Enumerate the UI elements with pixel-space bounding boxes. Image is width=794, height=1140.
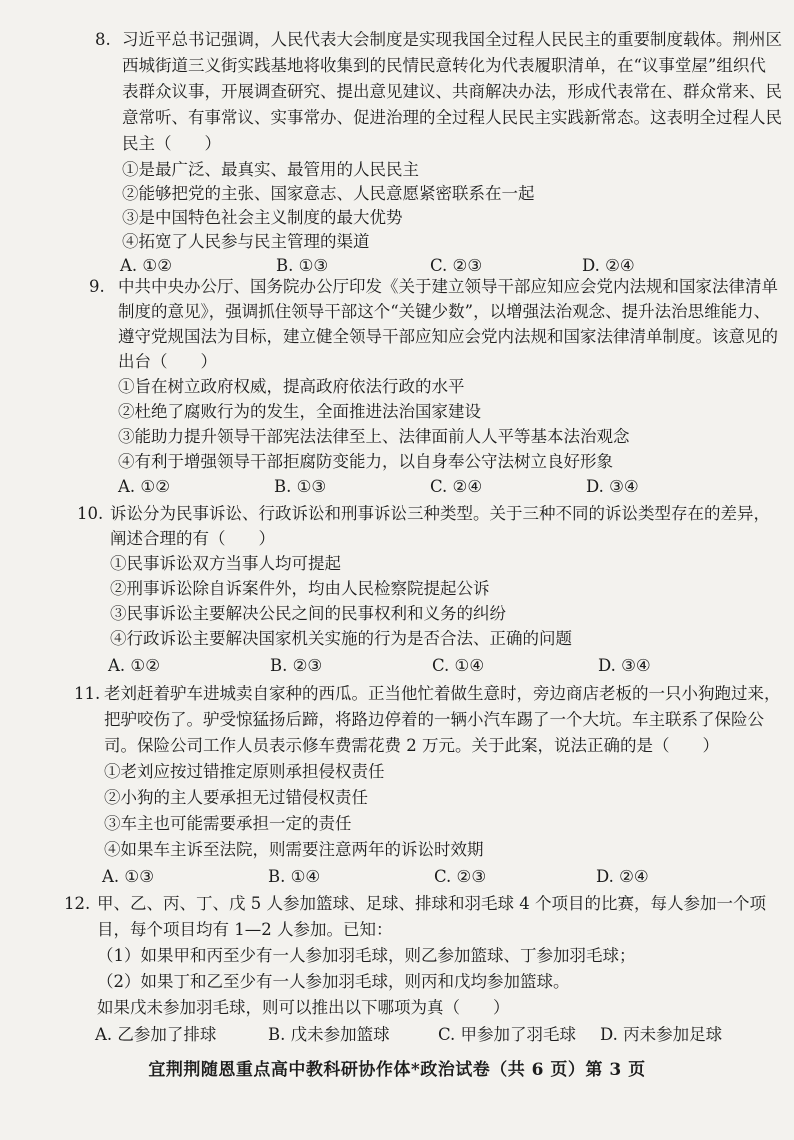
stem-line: 意常听、有事常议、实事常办、促进治理的全过程人民民主实践新常态。这表明全过程人民: [122, 108, 782, 127]
question-number: 12.: [64, 894, 91, 913]
choice-item: ②刑事诉讼除自诉案件外，均由人民检察院提起公诉: [110, 579, 490, 598]
stem-line: 把驴咬伤了。驴受惊猛扬后蹄，将路边停着的一辆小汽车踢了一个大坑。车主联系了保险公: [104, 710, 764, 729]
stem-line: 出台（ ）: [118, 352, 217, 371]
option-c: C. ②③: [430, 256, 483, 275]
stem-line: 如果戊未参加羽毛球，则可以推出以下哪项为真（ ）: [97, 998, 510, 1017]
question-number: 10.: [77, 504, 104, 523]
option-d: D. ③④: [586, 477, 639, 496]
choice-item: ②小狗的主人要承担无过错侵权责任: [104, 788, 368, 807]
option-a: A. 乙参加了排球: [95, 1025, 217, 1044]
stem-line: 甲、乙、丙、丁、戊 5 人参加篮球、足球、排球和羽毛球 4 个项目的比赛，每人参加一个项: [97, 894, 766, 913]
page-footer: 宜荆荆随恩重点高中教科研协作体*政治试卷（共 6 页）第 3 页: [148, 1060, 646, 1080]
stem-line: 制度的意见》，强调抓住领导干部这个“关键少数”，以增强法治观念、提升法治思维能力、: [118, 302, 771, 321]
stem-line: 表群众议事，开展调查研究、提出意见建议、共商解决办法，形成代表常在、群众常来、民: [122, 82, 782, 101]
condition-line: （1）如果甲和丙至少有一人参加羽毛球，则乙参加篮球、丁参加羽毛球；: [97, 946, 636, 965]
option-c: C. ②④: [430, 477, 483, 496]
choice-item: ①是最广泛、最真实、最管用的人民民主: [122, 160, 419, 179]
choice-item: ①旨在树立政府权威，提高政府依法行政的水平: [118, 377, 465, 396]
stem-line: 中共中央办公厅、国务院办公厅印发《关于建立领导干部应知应会党内法规和国家法律清单: [118, 277, 778, 296]
question-number: 9.: [89, 277, 105, 296]
choice-item: ③民事诉讼主要解决公民之间的民事权利和义务的纠纷: [110, 604, 506, 623]
question-number: 11.: [74, 684, 101, 703]
stem-line: 西城街道三义街实践基地将收集到的民情民意转化为代表履职清单，在“议事堂屋”组织代: [122, 56, 766, 75]
choice-item: ④行政诉讼主要解决国家机关实施的行为是否合法、正确的问题: [110, 629, 572, 648]
choice-item: ②杜绝了腐败行为的发生，全面推进法治国家建设: [118, 402, 481, 421]
choice-item: ④拓宽了人民参与民主管理的渠道: [122, 232, 370, 251]
option-b: B. ①③: [274, 477, 327, 496]
stem-line: 目，每个项目均有 1—2 人参加。已知：: [97, 920, 393, 939]
stem-line: 民主（ ）: [122, 134, 221, 153]
question-number: 8.: [95, 30, 111, 49]
option-b: B. ②③: [270, 656, 323, 675]
option-b: B. 戊未参加篮球: [268, 1025, 390, 1044]
choice-item: ③能助力提升领导干部宪法法律至上、法律面前人人平等基本法治观念: [118, 427, 630, 446]
condition-line: （2）如果丁和乙至少有一人参加羽毛球，则丙和戊均参加篮球。: [97, 972, 570, 991]
option-d: D. ②④: [582, 256, 635, 275]
choice-item: ②能够把党的主张、国家意志、人民意愿紧密联系在一起: [122, 184, 535, 203]
choice-item: ④有利于增强领导干部拒腐防变能力，以自身奉公守法树立良好形象: [118, 452, 613, 471]
option-d: D. ②④: [596, 867, 649, 886]
option-a: A. ①②: [108, 656, 160, 675]
choice-item: ④如果车主诉至法院，则需要注意两年的诉讼时效期: [104, 840, 484, 859]
choice-item: ③是中国特色社会主义制度的最大优势: [122, 208, 403, 227]
choice-item: ①民事诉讼双方当事人均可提起: [110, 554, 341, 573]
option-a: A. ①③: [102, 867, 154, 886]
stem-line: 老刘赶着驴车进城卖自家种的西瓜。正当他忙着做生意时，旁边商店老板的一只小狗跑过来，: [104, 684, 781, 703]
option-c: C. ②③: [434, 867, 487, 886]
option-c: C. ①④: [432, 656, 485, 675]
option-a: A. ①②: [118, 477, 170, 496]
stem-line: 司。保险公司工作人员表示修车费需花费 2 万元。关于此案，说法正确的是（ ）: [104, 736, 719, 755]
option-d: D. ③④: [598, 656, 651, 675]
stem-line: 阐述合理的有（ ）: [110, 529, 275, 548]
stem-line: 习近平总书记强调，人民代表大会制度是实现我国全过程人民民主的重要制度载体。荆州区: [122, 30, 782, 49]
option-c: C. 甲参加了羽毛球: [438, 1025, 577, 1044]
stem-line: 遵守党规国法为目标，建立健全领导干部应知应会党内法规和国家法律清单制度。该意见的: [118, 327, 778, 346]
option-a: A. ①②: [120, 256, 172, 275]
choice-item: ①老刘应按过错推定原则承担侵权责任: [104, 762, 385, 781]
choice-item: ③车主也可能需要承担一定的责任: [104, 814, 352, 833]
option-d: D. 丙未参加足球: [600, 1025, 723, 1044]
option-b: B. ①③: [276, 256, 329, 275]
option-b: B. ①④: [268, 867, 321, 886]
stem-line: 诉讼分为民事诉讼、行政诉讼和刑事诉讼三种类型。关于三种不同的诉讼类型存在的差异，: [110, 504, 770, 523]
